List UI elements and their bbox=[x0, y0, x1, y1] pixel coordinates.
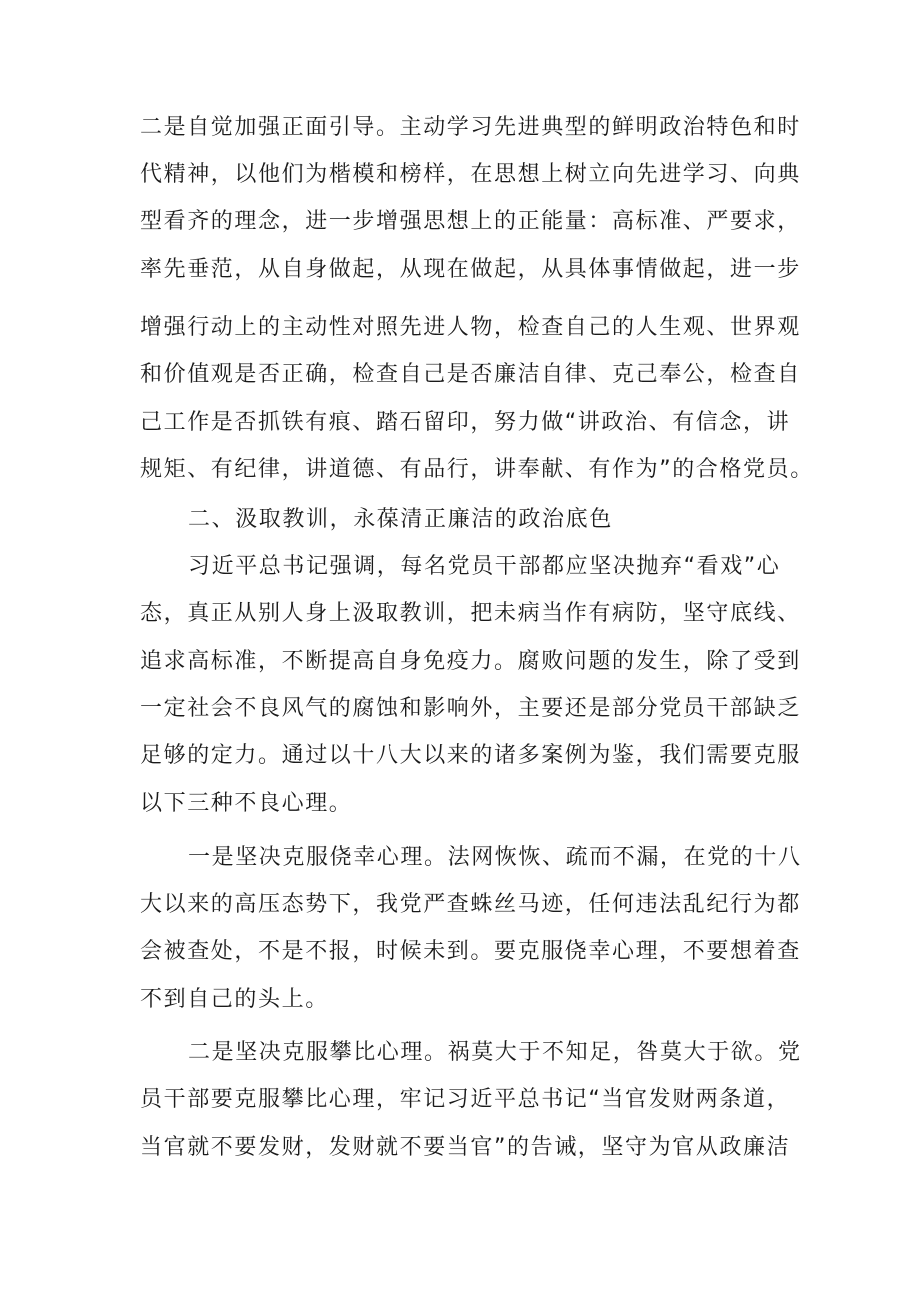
text-line: 增强行动上的主动性对照先进人物，检查自己的人生观、世界观 bbox=[140, 315, 801, 340]
text-line: 一定社会不良风气的腐蚀和影响外，主要还是部分党员干部缺乏 bbox=[140, 696, 801, 721]
text-line: 不到自己的头上。 bbox=[140, 987, 329, 1012]
text-line: 己工作是否抓铁有痕、踏石留印，努力做“讲政治、有信念，讲 bbox=[140, 410, 791, 435]
section-heading: 二、汲取教训，永葆清正廉洁的政治底色 bbox=[188, 507, 613, 532]
text-line: 率先垂范，从自身做起，从现在做起，从具体事情做起，进一步 bbox=[140, 257, 801, 282]
text-line: 二是坚决克服攀比心理。祸莫大于不知足，咎莫大于欲。党 bbox=[188, 1040, 802, 1065]
text-line: 员干部要克服攀比心理，牢记习近平总书记“当官发财两条道， bbox=[140, 1087, 791, 1112]
text-line: 会被查处，不是不报，时候未到。要克服侥幸心理，不要想着查 bbox=[140, 939, 801, 964]
text-line: 态，真正从别人身上汲取教训，把未病当作有病防，坚守底线、 bbox=[140, 601, 801, 626]
text-line: 大以来的高压态势下，我党严查蛛丝马迹，任何违法乱纪行为都 bbox=[140, 892, 801, 917]
text-line: 追求高标准，不断提高自身免疫力。腐败问题的发生，除了受到 bbox=[140, 649, 801, 674]
text-line: 当官就不要发财，发财就不要当官”的告诫，坚守为官从政廉洁 bbox=[140, 1135, 791, 1160]
text-line: 规矩、有纪律，讲道德、有品行，讲奉献、有作为”的合格党员。 bbox=[140, 457, 814, 482]
text-line: 和价值观是否正确，检查自己是否廉洁自律、克己奉公，检查自 bbox=[140, 362, 801, 387]
text-line: 足够的定力。通过以十八大以来的诸多案例为鉴，我们需要克服 bbox=[140, 743, 801, 768]
text-line: 代精神，以他们为楷模和榜样，在思想上树立向先进学习、向典 bbox=[140, 162, 801, 187]
text-line: 习近平总书记强调，每名党员干部都应坚决抛弃“看戏”心 bbox=[188, 554, 781, 579]
text-line: 一是坚决克服侥幸心理。法网恢恢、疏而不漏，在党的十八 bbox=[188, 845, 802, 870]
text-line: 型看齐的理念，进一步增强思想上的正能量：高标准、严要求， bbox=[140, 209, 801, 234]
text-line: 二是自觉加强正面引导。主动学习先进典型的鲜明政治特色和时 bbox=[140, 115, 801, 140]
text-line: 以下三种不良心理。 bbox=[140, 791, 353, 816]
